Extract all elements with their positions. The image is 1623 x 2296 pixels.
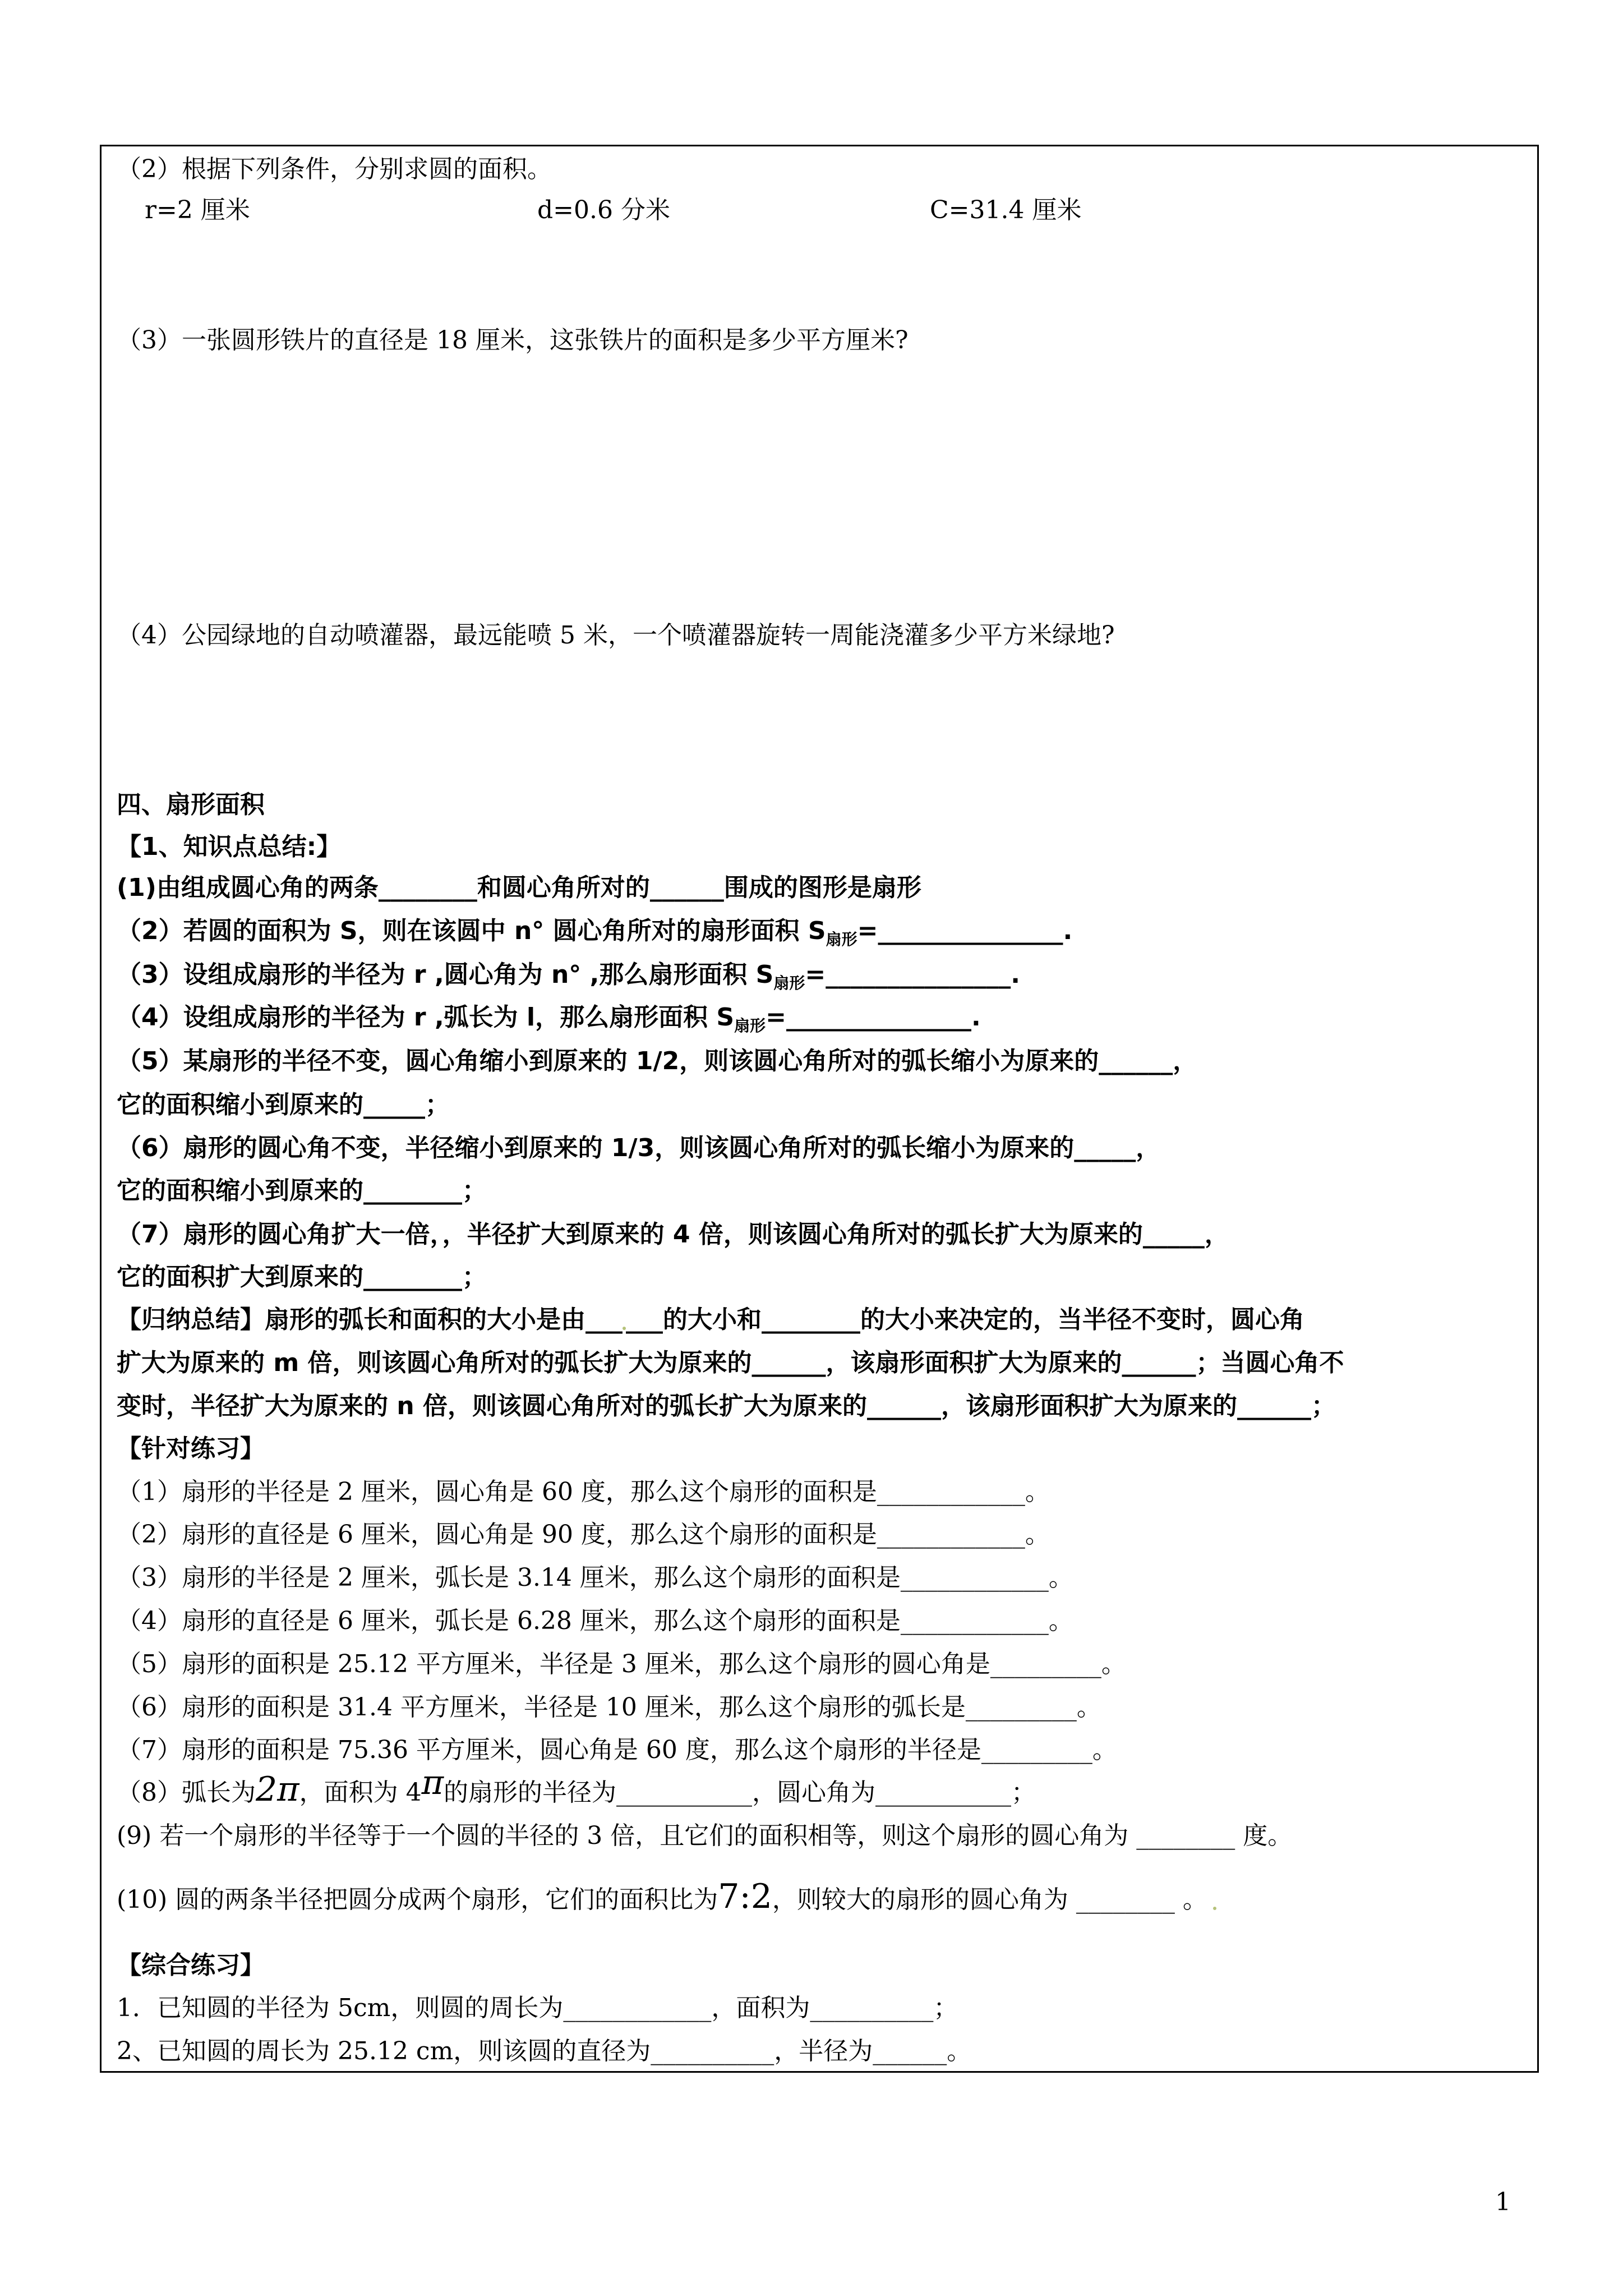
comprehensive-1: 1．已知圆的半径为 5cm，则圆的周长为____________，面积为__________；: [117, 1994, 958, 2022]
knowledge-item-2-blank: =_______________.: [857, 917, 1073, 945]
summary-line-1: [117, 1303, 1304, 1337]
knowledge-item-2: [117, 914, 1072, 956]
summary-line-2: 扩大为原来的 m 倍，则该圆心角所对的弧长扩大为原来的______，该扇形面积扩大为原来的______；当圆心角不: [117, 1349, 1344, 1377]
knowledge-item-5: （5）某扇形的半径不变，圆心角缩小到原来的 1/2，则该圆心角所对的弧长缩小为原来的______，: [117, 1047, 1198, 1075]
comprehensive-2: 2、已知圆的周长为 25.12 cm，则该圆的直径为__________，半径为______。: [117, 2037, 972, 2065]
q4-text: （4）公园绿地的自动喷灌器，最远能喷 5 米，一个喷灌器旋转一周能浇灌多少平方米绿地?: [117, 621, 1115, 650]
practice-8-text-a: （8）弧长为: [117, 1778, 256, 1807]
practice-8-text-c: 的扇形的半径为___________，圆心角为___________；: [444, 1778, 1036, 1807]
knowledge-item-1: (1)由组成圆心角的两条________和圆心角所对的______围成的图形是扇形: [117, 873, 921, 902]
practice-6: （6）扇形的面积是 31.4 平方厘米，半径是 10 厘米，那么这个扇形的弧长是_________。: [117, 1693, 1101, 1722]
math-pi: π: [421, 1763, 444, 1802]
knowledge-item-2-text: （2）若圆的面积为 S，则在该圆中 n° 圆心角所对的扇形面积 S: [117, 917, 826, 945]
practice-2: （2）扇形的直径是 6 厘米，圆心角是 90 度，那么这个扇形的面积是____________。: [117, 1520, 1050, 1549]
practice-10-text-a: (10) 圆的两条半径把圆分成两个扇形，它们的面积比为: [117, 1885, 718, 1914]
q2-condition-radius: r=2 厘米: [145, 196, 250, 224]
stray-mark: [1213, 1907, 1216, 1910]
practice-10-text-b: ，则较大的扇形的圆心角为 ________ 。: [772, 1885, 1207, 1914]
knowledge-item-7: （7）扇形的圆心角扩大一倍，，半径扩大到原来的 4 倍，则该圆心角所对的弧长扩大为原来的_____，: [117, 1220, 1229, 1249]
summary-line-1-b: ___的大小和________的大小来决定的，当半径不变时，圆心角: [626, 1305, 1304, 1334]
ratio-7-2: 7:2: [718, 1877, 772, 1916]
practice-8-text-b: ，面积为 4: [299, 1778, 422, 1807]
sector-subscript: 扇形: [734, 1016, 766, 1035]
knowledge-item-3-text: （3）设组成扇形的半径为 r ,圆心角为 n° ,那么扇形面积 S: [117, 960, 774, 989]
knowledge-item-4: [117, 1001, 981, 1043]
practice-4: （4）扇形的直径是 6 厘米，弧长是 6.28 厘米，那么这个扇形的面积是____________。: [117, 1607, 1073, 1635]
section-title: 四、扇形面积: [117, 790, 265, 819]
practice-9: (9) 若一个扇形的半径等于一个圆的半径的 3 倍，且它们的面积相等，则这个扇形的圆心角为 ________ 度。: [117, 1821, 1293, 1850]
knowledge-item-3-blank: =_______________.: [805, 960, 1020, 989]
summary-line-1-a: 【归纳总结】扇形的弧长和面积的大小是由___: [117, 1305, 623, 1334]
practice-8: [117, 1763, 1036, 1810]
knowledge-item-4-blank: =_______________.: [766, 1003, 981, 1032]
sector-subscript: 扇形: [773, 974, 805, 992]
summary-line-3: 变时，半径扩大为原来的 n 倍，则该圆心角所对的弧长扩大为原来的______，该扇形面积扩大为原来的______；: [117, 1392, 1336, 1420]
q2-title: （2）根据下列条件，分别求圆的面积。: [117, 155, 552, 183]
knowledge-item-6: （6）扇形的圆心角不变，半径缩小到原来的 1/3，则该圆心角所对的弧长缩小为原来的_____，: [117, 1134, 1161, 1162]
knowledge-item-4-text: （4）设组成扇形的半径为 r ,弧长为 l，那么扇形面积 S: [117, 1003, 735, 1032]
practice-7: （7）扇形的面积是 75.36 平方厘米，圆心角是 60 度，那么这个扇形的半径是_________。: [117, 1736, 1117, 1764]
practice-3: （3）扇形的半径是 2 厘米，弧长是 3.14 厘米，那么这个扇形的面积是____________。: [117, 1563, 1073, 1592]
knowledge-item-7-cont: 它的面积扩大到原来的________；: [117, 1263, 487, 1291]
comprehensive-header: 【综合练习】: [117, 1951, 265, 1980]
practice-1: （1）扇形的半径是 2 厘米，圆心角是 60 度，那么这个扇形的面积是____________。: [117, 1478, 1050, 1506]
q3-text: （3）一张圆形铁片的直径是 18 厘米，这张铁片的面积是多少平方厘米?: [117, 326, 909, 355]
knowledge-item-5-cont: 它的面积缩小到原来的_____；: [117, 1091, 450, 1119]
q2-condition-circumference: C=31.4 厘米: [930, 196, 1082, 224]
sector-subscript: 扇形: [826, 930, 857, 949]
practice-5: （5）扇形的面积是 25.12 平方厘米，半径是 3 厘米，那么这个扇形的圆心角是_________。: [117, 1650, 1126, 1678]
knowledge-item-6-cont: 它的面积缩小到原来的________；: [117, 1176, 487, 1205]
page-number: 1: [1495, 2188, 1511, 2216]
practice-10: [117, 1877, 1216, 1917]
practice-header: 【针对练习】: [117, 1434, 265, 1463]
knowledge-item-3: [117, 958, 1020, 1000]
q2-condition-diameter: d=0.6 分米: [537, 196, 670, 224]
math-2pi: 2π: [256, 1770, 299, 1809]
knowledge-header: 【1、知识点总结:】: [117, 832, 342, 861]
